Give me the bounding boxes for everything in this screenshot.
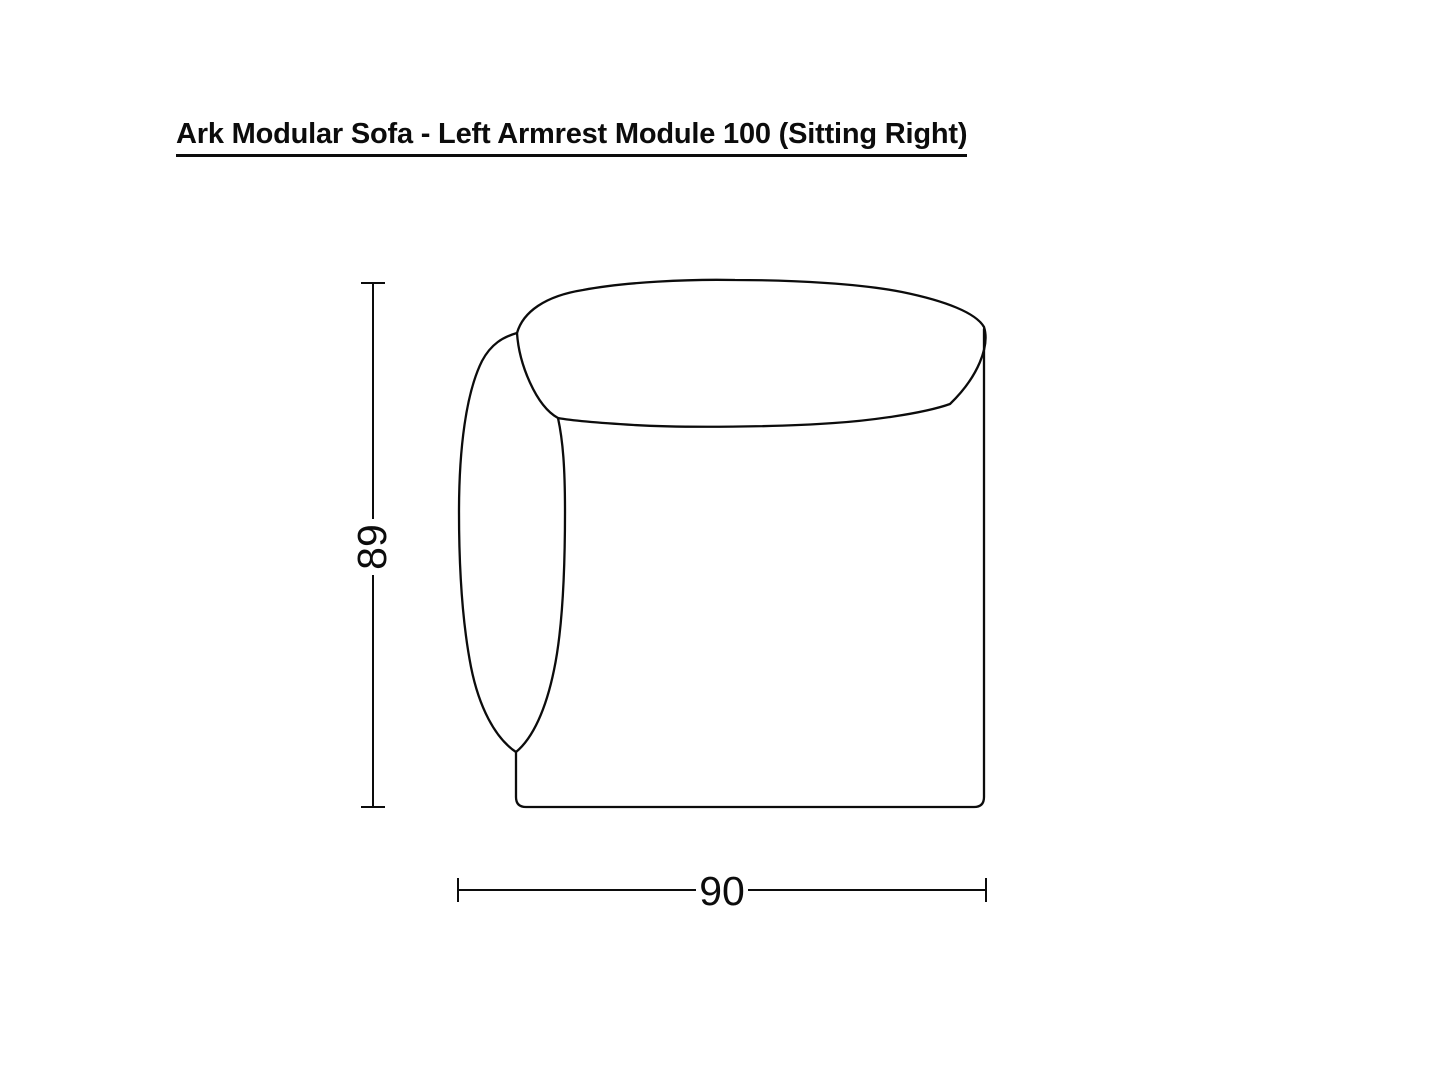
width-dimension — [458, 868, 986, 914]
page-title: Ark Modular Sofa - Left Armrest Module 100 (Sitting Right) — [176, 120, 967, 157]
height-dimension — [349, 283, 395, 807]
seat-cushion-outline — [517, 280, 986, 427]
module-body-outline — [516, 329, 984, 807]
left-armrest-outline — [459, 333, 565, 752]
width-dimension-label: 90 — [699, 868, 745, 914]
height-dimension-label: 89 — [349, 524, 395, 570]
